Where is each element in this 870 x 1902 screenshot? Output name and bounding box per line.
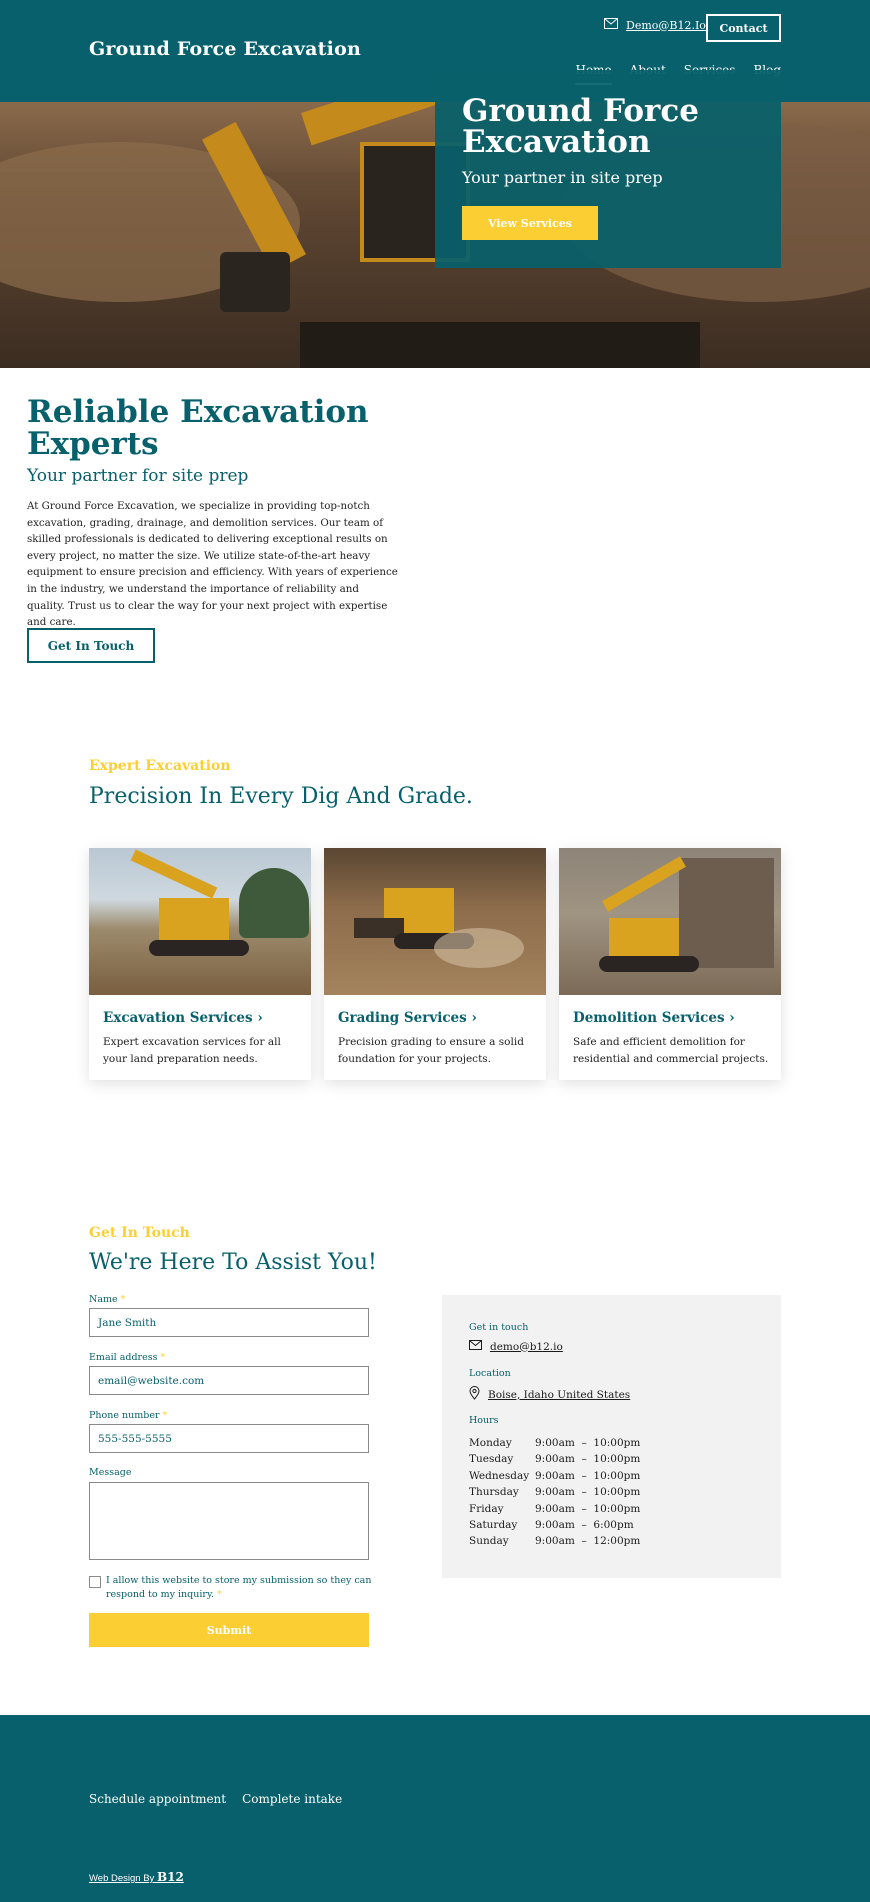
hours-row: Monday 9:00am – 10:00pm [469,1437,641,1449]
consent-text: I allow this website to store my submission so they can respond to my inquiry. * [106,1575,372,1600]
service-description: Precision grading to ensure a solid foundation for your projects. [338,1036,524,1065]
contact-button[interactable]: Contact [706,14,781,42]
email-field[interactable]: email@website.com [89,1366,369,1395]
hours-list [469,1435,640,1550]
service-title[interactable]: Grading Services › [338,1010,477,1026]
message-textarea[interactable] [89,1482,369,1560]
service-title[interactable]: Excavation Services › [103,1010,263,1026]
excavator-image [89,848,311,995]
header-email-text: Demo@B12.Io [626,18,706,32]
chevron-right-icon: › [471,1010,477,1026]
get-in-touch-button[interactable]: Get In Touch [27,628,155,663]
hours-row: Thursday 9:00am – 10:00pm [469,1486,641,1499]
submit-button[interactable]: Submit [89,1613,369,1647]
service-title[interactable]: Demolition Services › [573,1010,735,1026]
service-description: Expert excavation services for all your land preparation needs. [103,1036,281,1065]
service-description: Safe and efficient demolition for residential and commercial projects. [573,1036,769,1065]
view-services-button[interactable]: View Services [462,206,598,240]
map-pin-icon [469,1386,480,1403]
about-subtitle: Your partner for site prep [27,466,249,486]
about-title: Reliable Excavation Experts [27,394,369,462]
email-label: Email address * [89,1352,166,1363]
hero-subtitle: Your partner in site prep [462,168,663,187]
contact-heading: We're Here To Assist You! [89,1250,377,1275]
message-label: Message [89,1467,132,1478]
phone-label: Phone number * [89,1410,168,1421]
service-card-grading[interactable] [324,848,546,1080]
envelope-icon [469,1340,482,1353]
about-body: At Ground Force Excavation, we specialize in providing top-notch excavation, grading, drainage, and demolition services. Our team of skilled professionals is dedicated to delivering exceptional results on every project, no matter the size. We utilize state-of-the-art heavy equipment to ensure precision and efficiency. With years of experience in the industry, we understand the importance of reliability and quality. Trust us to clear the way for your next project with expertise and care. [27,500,398,629]
hours-row: Wednesday 9:00am – 10:00pm [469,1469,641,1482]
contact-info-panel [442,1295,781,1578]
name-label: Name * [89,1294,126,1305]
site-brand[interactable]: Ground Force Excavation [89,38,361,60]
bulldozer-image [324,848,546,995]
demolition-image [559,848,781,995]
hours-row: Friday 9:00am – 10:00pm [469,1502,641,1515]
service-card-excavation[interactable] [89,848,311,1080]
services-heading: Precision In Every Dig And Grade. [89,784,473,809]
consent-checkbox[interactable] [89,1576,101,1588]
hours-row: Sunday 9:00am – 12:00pm [469,1535,641,1548]
hours-row: Tuesday 9:00am – 10:00pm [469,1453,641,1466]
footer-link-schedule[interactable]: Schedule appointment [89,1792,227,1806]
hero-title: Ground Force Excavation [462,93,699,160]
service-card-demolition[interactable] [559,848,781,1080]
chevron-right-icon: › [257,1010,263,1026]
header-email-link[interactable] [604,18,706,32]
hours-row: Saturday 9:00am – 6:00pm [469,1519,634,1532]
footer-links [89,1792,342,1806]
info-email-link[interactable]: demo@b12.io [469,1340,563,1353]
envelope-icon [604,18,618,32]
footer-link-intake[interactable]: Complete intake [242,1792,343,1806]
info-location-heading: Location [469,1368,511,1379]
name-input[interactable]: Jane Smith [89,1308,369,1337]
info-hours-heading: Hours [469,1415,499,1426]
info-touch-heading: Get in touch [469,1322,529,1333]
chevron-right-icon: › [729,1010,735,1026]
phone-field[interactable]: 555-555-5555 [89,1424,369,1453]
services-kicker: Expert Excavation [89,758,231,774]
contact-kicker: Get In Touch [89,1225,190,1241]
info-location-link[interactable]: Boise, Idaho United States [469,1386,630,1403]
b12-credit-link[interactable]: Web Design By B12 [89,1870,184,1884]
